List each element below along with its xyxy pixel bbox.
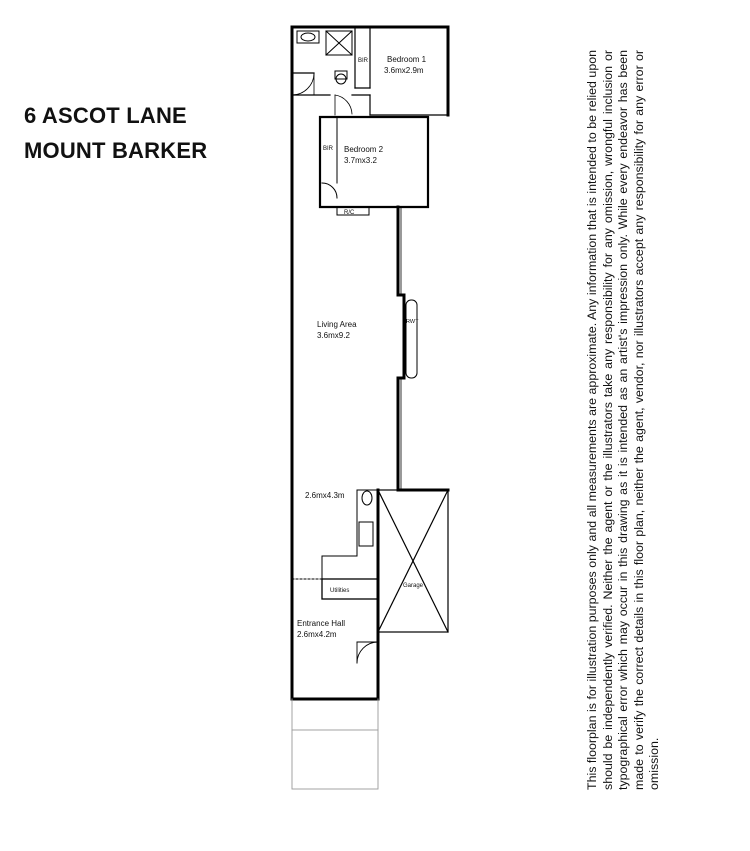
- living-label: Living Area: [317, 320, 357, 329]
- kitchen-size: 2.6mx4.3m: [305, 491, 345, 500]
- garage-label: Garage: [403, 583, 424, 589]
- bedroom1-label: Bedroom 1: [387, 55, 427, 64]
- address-street: 6 ASCOT LANE: [24, 103, 187, 128]
- garage-outline: [378, 490, 448, 632]
- exterior-walls: [292, 27, 448, 699]
- disclaimer-text: This floorplan is for illustration purposes only and all measurements are approximate. Any information that is intended to be relied upon should be independently verified. Neither the agent or the illustrators take any responsibility for any omission, wrongful inclusion or typographical error which may occur in this drawing as it is intended as an artist's impression only. While every endeavor has been made to verify the correct details in this floor plan, neither the agent, vendor, nor illustrators accept any responsibility for any error or omission.: [585, 50, 661, 790]
- rc-label: R/C: [344, 210, 355, 216]
- rwt-label: RWT: [406, 319, 419, 325]
- utilities-label: Utilities: [330, 588, 350, 594]
- rain-water-tank: [406, 300, 417, 378]
- entrance-size: 2.6mx4.2m: [297, 630, 337, 639]
- yard-outline: [292, 699, 378, 789]
- bedroom1-size: 3.6mx2.9m: [384, 66, 424, 75]
- disclaimer-block: [585, 50, 663, 790]
- bir1-label: BIR: [358, 58, 369, 64]
- bir2-label: BIR: [323, 146, 334, 152]
- address-suburb: MOUNT BARKER: [24, 138, 208, 163]
- entrance-label: Entrance Hall: [297, 619, 346, 628]
- bedroom1-walls: [292, 27, 448, 115]
- kitchen-fittings: [292, 490, 378, 579]
- entrance-door: [357, 642, 378, 663]
- bedroom2-label: Bedroom 2: [344, 145, 384, 154]
- bedroom2-inner: [322, 117, 369, 215]
- living-size: 3.6mx9.2: [317, 331, 350, 340]
- bedroom2-size: 3.7mx3.2: [344, 156, 377, 165]
